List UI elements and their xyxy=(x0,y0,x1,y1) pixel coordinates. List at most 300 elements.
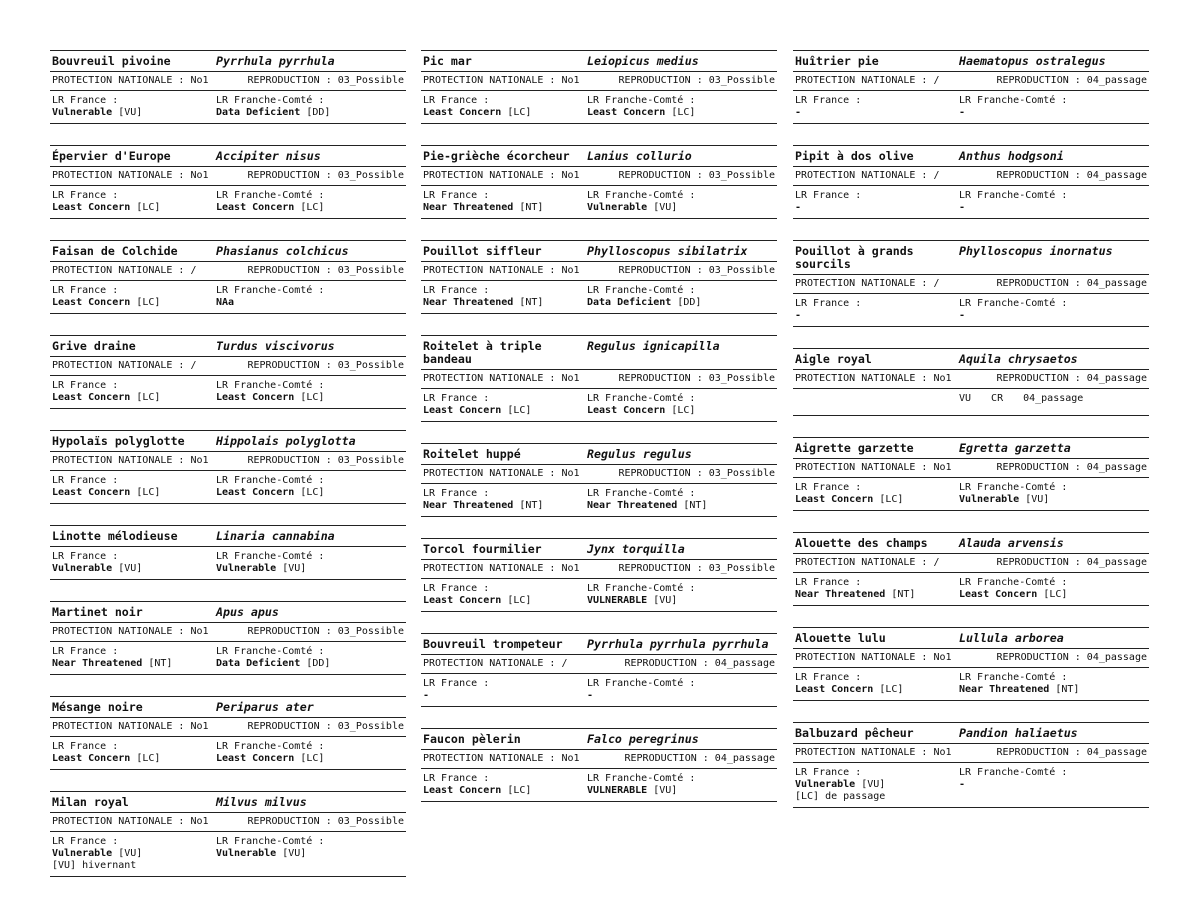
lr-france-status-text: - xyxy=(795,202,802,213)
lr-franche-comte xyxy=(216,475,404,499)
common-name: Pouillot siffleur xyxy=(423,244,542,258)
lr-fc-status xyxy=(959,107,965,118)
lr-france-status xyxy=(423,500,543,511)
reproduction-status: REPRODUCTION : 03_Possible xyxy=(247,360,404,371)
lr-france-code: [LC] xyxy=(507,595,532,606)
protection-status: PROTECTION NATIONALE : No1 xyxy=(423,373,580,384)
common-name: Hypolaïs polyglotte xyxy=(52,434,185,448)
lr-franche-comte xyxy=(216,551,404,575)
species-card xyxy=(421,633,777,707)
lr-france-status xyxy=(52,658,172,669)
lr-france xyxy=(795,95,959,119)
redlist-row xyxy=(421,186,777,218)
lr-fc-status-text: Least Concern xyxy=(959,589,1038,600)
common-name: Pic mar xyxy=(423,54,472,68)
lr-france-status xyxy=(52,392,160,403)
lr-france xyxy=(52,285,216,309)
lr-fc-code: [VU] xyxy=(282,563,307,574)
lr-france xyxy=(423,678,587,702)
species-card xyxy=(50,430,406,504)
lr-fc-status-text: Least Concern xyxy=(216,392,295,403)
species-header xyxy=(421,444,777,465)
status-row xyxy=(50,167,406,186)
lr-france-code: [NT] xyxy=(519,500,544,511)
status-row xyxy=(793,459,1149,478)
lr-fc-status-text: Data Deficient xyxy=(216,658,301,669)
status-row xyxy=(421,750,777,769)
lr-france xyxy=(795,767,959,803)
lr-fc-status xyxy=(216,202,324,213)
species-card xyxy=(793,627,1149,701)
lr-fc-status xyxy=(216,107,330,118)
common-name: Pie-grièche écorcheur xyxy=(423,149,570,163)
lr-france-code: [LC] xyxy=(136,297,161,308)
scientific-name: Lullula arborea xyxy=(959,631,1064,645)
lr-france-status-text: Near Threatened xyxy=(423,500,514,511)
lr-fc-status-text: - xyxy=(959,310,966,321)
lr-france xyxy=(52,836,216,872)
protection-status: PROTECTION NATIONALE : No1 xyxy=(52,455,209,466)
lr-france-status-text: Near Threatened xyxy=(423,297,514,308)
special-value: VU xyxy=(959,393,972,404)
lr-fc-status xyxy=(216,487,324,498)
lr-france-status xyxy=(795,310,801,321)
lr-france-code: [LC] xyxy=(507,785,532,796)
lr-franche-comte xyxy=(587,678,775,702)
lr-france xyxy=(795,672,959,696)
lr-fc-status xyxy=(587,405,695,416)
species-header xyxy=(793,349,1149,370)
species-card xyxy=(50,50,406,124)
lr-fc-code: [LC] xyxy=(671,107,696,118)
lr-fc-status xyxy=(959,779,965,790)
lr-france-status xyxy=(423,405,531,416)
protection-status: PROTECTION NATIONALE : / xyxy=(795,278,940,289)
scientific-name: Apus apus xyxy=(216,605,279,619)
redlist-row xyxy=(50,832,406,876)
species-header xyxy=(50,697,406,718)
species-card xyxy=(50,240,406,314)
species-header xyxy=(50,431,406,452)
lr-fc-status-text: Near Threatened xyxy=(959,684,1050,695)
lr-france-label: LR France : xyxy=(423,488,490,499)
common-name: Torcol fourmilier xyxy=(423,542,542,556)
lr-fc-label: LR Franche-Comté : xyxy=(216,190,325,201)
lr-france-label: LR France : xyxy=(423,190,490,201)
lr-france-code: [NT] xyxy=(891,589,916,600)
reproduction-status: REPRODUCTION : 04_passage xyxy=(996,75,1147,86)
lr-fc-label: LR Franche-Comté : xyxy=(216,285,325,296)
species-card xyxy=(50,145,406,219)
status-row xyxy=(50,813,406,832)
scientific-name: Lanius collurio xyxy=(587,149,692,163)
status-row xyxy=(50,262,406,281)
reproduction-status: REPRODUCTION : 03_Possible xyxy=(247,721,404,732)
lr-france xyxy=(423,773,587,797)
lr-fc-code: [VU] xyxy=(1025,494,1050,505)
redlist-row xyxy=(421,674,777,706)
lr-france-label: LR France : xyxy=(795,672,862,683)
lr-fc-status xyxy=(959,494,1049,505)
scientific-name: Leiopicus medius xyxy=(587,54,699,68)
redlist-row xyxy=(50,471,406,503)
lr-france-label: LR France : xyxy=(423,285,490,296)
lr-france-label: LR France : xyxy=(795,298,862,309)
species-header xyxy=(50,602,406,623)
scientific-name: Anthus hodgsoni xyxy=(959,149,1064,163)
lr-france-status-text: Vulnerable xyxy=(52,563,113,574)
lr-franche-comte xyxy=(216,285,404,309)
lr-fc-status xyxy=(587,500,707,511)
scientific-name: Regulus regulus xyxy=(587,447,692,461)
lr-fc-label: LR Franche-Comté : xyxy=(587,678,696,689)
scientific-name: Egretta garzetta xyxy=(959,441,1071,455)
scientific-name: Pyrrhula pyrrhula xyxy=(216,54,335,68)
lr-france xyxy=(423,393,587,417)
lr-franche-comte xyxy=(216,741,404,765)
redlist-row xyxy=(793,668,1149,700)
redlist-row xyxy=(50,547,406,579)
lr-france-label: LR France : xyxy=(52,475,119,486)
lr-fc-label: LR Franche-Comté : xyxy=(587,285,696,296)
species-header xyxy=(793,146,1149,167)
lr-fc-status-text: Vulnerable xyxy=(216,848,277,859)
scientific-name: Pyrrhula pyrrhula pyrrhula xyxy=(587,637,769,651)
lr-fc-code: [VU] xyxy=(653,785,678,796)
lr-franche-comte xyxy=(959,767,1147,803)
redlist-row xyxy=(793,91,1149,123)
lr-france-code: [VU] xyxy=(118,107,143,118)
lr-france-code: [LC] xyxy=(136,753,161,764)
species-card xyxy=(50,525,406,580)
lr-fc-status xyxy=(216,392,324,403)
lr-fc-label: LR Franche-Comté : xyxy=(959,767,1068,778)
lr-fc-status xyxy=(587,202,677,213)
lr-fc-status xyxy=(959,202,965,213)
lr-france xyxy=(795,298,959,322)
lr-france-label: LR France : xyxy=(795,190,862,201)
common-name: Aigrette garzette xyxy=(795,441,914,455)
lr-france-status-text: Least Concern xyxy=(795,684,874,695)
lr-france-label: LR France : xyxy=(795,767,862,778)
scientific-name: Phylloscopus inornatus xyxy=(959,244,1113,258)
redlist-row xyxy=(421,579,777,611)
lr-france-label: LR France : xyxy=(795,577,862,588)
protection-status: PROTECTION NATIONALE : No1 xyxy=(423,170,580,181)
lr-france-status-text: Near Threatened xyxy=(795,589,886,600)
lr-fc-label: LR Franche-Comté : xyxy=(587,393,696,404)
lr-france xyxy=(423,583,587,607)
lr-franche-comte xyxy=(587,95,775,119)
species-header xyxy=(50,51,406,72)
lr-fc-status xyxy=(216,297,234,308)
scientific-name: Jynx torquilla xyxy=(587,542,685,556)
lr-france-code: [VU] xyxy=(118,848,143,859)
lr-fc-status-text: Least Concern xyxy=(216,753,295,764)
lr-fc-code: [LC] xyxy=(1043,589,1068,600)
species-header xyxy=(421,146,777,167)
lr-france xyxy=(52,646,216,670)
lr-fc-status-text: Data Deficient xyxy=(216,107,301,118)
lr-franche-comte xyxy=(216,646,404,670)
protection-status: PROTECTION NATIONALE : No1 xyxy=(52,170,209,181)
lr-franche-comte xyxy=(959,298,1147,322)
species-card xyxy=(421,145,777,219)
scientific-name: Milvus milvus xyxy=(216,795,307,809)
protection-status: PROTECTION NATIONALE : No1 xyxy=(52,626,209,637)
species-header xyxy=(50,241,406,262)
lr-france xyxy=(423,190,587,214)
species-card xyxy=(793,348,1149,416)
lr-france-status xyxy=(795,684,903,695)
lr-france-status-text: - xyxy=(795,310,802,321)
lr-france-status xyxy=(423,690,429,701)
lr-france-code: [NT] xyxy=(148,658,173,669)
lr-france-label: LR France : xyxy=(52,190,119,201)
species-header xyxy=(793,241,1149,275)
common-name: Roitelet à triple bandeau xyxy=(423,339,542,366)
protection-status: PROTECTION NATIONALE : No1 xyxy=(795,652,952,663)
lr-france-extra: [LC] de passage xyxy=(795,791,886,802)
lr-franche-comte xyxy=(959,190,1147,214)
reproduction-status: REPRODUCTION : 04_passage xyxy=(996,170,1147,181)
lr-france xyxy=(423,488,587,512)
lr-france-label: LR France : xyxy=(795,482,862,493)
lr-fc-status-text: Least Concern xyxy=(216,202,295,213)
lr-fc-label: LR Franche-Comté : xyxy=(959,482,1068,493)
common-name: Alouette des champs xyxy=(795,536,928,550)
lr-franche-comte xyxy=(587,583,775,607)
lr-fc-status xyxy=(587,595,677,606)
species-card xyxy=(793,145,1149,219)
lr-france-status xyxy=(52,563,142,574)
common-name: Balbuzard pêcheur xyxy=(795,726,914,740)
scientific-name: Aquila chrysaetos xyxy=(959,352,1078,366)
status-row xyxy=(50,718,406,737)
redlist-row xyxy=(50,91,406,123)
status-row xyxy=(793,167,1149,186)
species-header xyxy=(421,51,777,72)
lr-fc-label: LR Franche-Comté : xyxy=(587,583,696,594)
lr-france-status xyxy=(52,107,142,118)
redlist-row xyxy=(50,642,406,674)
common-name: Faucon pèlerin xyxy=(423,732,521,746)
lr-franche-comte xyxy=(587,773,775,797)
species-card xyxy=(50,601,406,675)
species-header xyxy=(793,723,1149,744)
lr-france-code: [VU] xyxy=(861,779,886,790)
lr-fc-status-text: Vulnerable xyxy=(216,563,277,574)
reproduction-status: REPRODUCTION : 03_Possible xyxy=(618,75,775,86)
redlist-row xyxy=(421,281,777,313)
lr-fc-status-text: - xyxy=(959,779,966,790)
species-header xyxy=(421,634,777,655)
lr-france-status-text: Least Concern xyxy=(423,785,502,796)
common-name: Bouvreuil trompeteur xyxy=(423,637,563,651)
lr-france xyxy=(795,190,959,214)
redlist-row xyxy=(421,769,777,801)
lr-france xyxy=(423,95,587,119)
lr-france-status-text: Near Threatened xyxy=(52,658,143,669)
lr-fc-code: [DD] xyxy=(306,658,331,669)
status-row xyxy=(50,72,406,91)
lr-france xyxy=(423,285,587,309)
lr-fc-code: [LC] xyxy=(300,487,325,498)
scientific-name: Phylloscopus sibilatrix xyxy=(587,244,748,258)
species-card xyxy=(793,722,1149,808)
reproduction-status: REPRODUCTION : 04_passage xyxy=(996,747,1147,758)
special-value: CR xyxy=(991,393,1004,404)
species-card xyxy=(50,335,406,409)
reproduction-status: REPRODUCTION : 04_passage xyxy=(624,753,775,764)
species-card xyxy=(421,538,777,612)
special-values xyxy=(795,393,1103,411)
status-row xyxy=(793,275,1149,294)
lr-france-status xyxy=(795,494,903,505)
species-header xyxy=(421,336,777,370)
lr-franche-comte xyxy=(959,577,1147,601)
redlist-row xyxy=(50,186,406,218)
scientific-name: Alauda arvensis xyxy=(959,536,1064,550)
scientific-name: Haematopus ostralegus xyxy=(959,54,1106,68)
lr-fc-label: LR Franche-Comté : xyxy=(587,95,696,106)
common-name: Bouvreuil pivoine xyxy=(52,54,171,68)
lr-france xyxy=(52,380,216,404)
protection-status: PROTECTION NATIONALE : No1 xyxy=(52,721,209,732)
lr-france-code: [LC] xyxy=(879,494,904,505)
species-card xyxy=(421,728,777,802)
lr-france xyxy=(795,482,959,506)
common-name: Huîtrier pie xyxy=(795,54,879,68)
lr-france-label: LR France : xyxy=(52,285,119,296)
lr-fc-status xyxy=(587,107,695,118)
lr-france-code: [LC] xyxy=(879,684,904,695)
lr-france xyxy=(52,95,216,119)
lr-fc-label: LR Franche-Comté : xyxy=(959,190,1068,201)
lr-fc-code: [DD] xyxy=(677,297,702,308)
protection-status: PROTECTION NATIONALE : No1 xyxy=(423,265,580,276)
scientific-name: Linaria cannabina xyxy=(216,529,335,543)
lr-fc-status-text: - xyxy=(959,107,966,118)
lr-france-status xyxy=(795,202,801,213)
species-header xyxy=(793,51,1149,72)
scientific-name: Phasianus colchicus xyxy=(216,244,349,258)
lr-france xyxy=(52,475,216,499)
redlist-row xyxy=(421,389,777,421)
lr-france-status-text: Least Concern xyxy=(423,595,502,606)
reproduction-status: REPRODUCTION : 03_Possible xyxy=(247,265,404,276)
common-name: Épervier d'Europe xyxy=(52,149,171,163)
lr-france-label: LR France : xyxy=(423,583,490,594)
lr-france-status-text: Least Concern xyxy=(52,392,131,403)
lr-fc-status-text: Vulnerable xyxy=(959,494,1020,505)
lr-franche-comte xyxy=(959,482,1147,506)
lr-fc-status-text: Vulnerable xyxy=(587,202,648,213)
lr-france-label: LR France : xyxy=(423,95,490,106)
lr-france-code: [NT] xyxy=(519,297,544,308)
lr-france-label: LR France : xyxy=(52,95,119,106)
special-value: 04_passage xyxy=(1023,393,1084,404)
lr-fc-label: LR Franche-Comté : xyxy=(216,741,325,752)
common-name: Linotte mélodieuse xyxy=(52,529,178,543)
reproduction-status: REPRODUCTION : 03_Possible xyxy=(618,373,775,384)
redlist-row xyxy=(793,763,1149,807)
redlist-row xyxy=(793,186,1149,218)
lr-france-extra: [VU] hivernant xyxy=(52,860,137,871)
redlist-row xyxy=(421,91,777,123)
protection-status: PROTECTION NATIONALE : No1 xyxy=(795,747,952,758)
lr-fc-code: [VU] xyxy=(653,202,678,213)
species-header xyxy=(421,539,777,560)
species-card xyxy=(421,50,777,124)
scientific-name: Pandion haliaetus xyxy=(959,726,1078,740)
lr-fc-status xyxy=(587,785,677,796)
species-header xyxy=(50,792,406,813)
protection-status: PROTECTION NATIONALE : / xyxy=(52,265,197,276)
species-header xyxy=(793,628,1149,649)
reproduction-status: REPRODUCTION : 04_passage xyxy=(996,278,1147,289)
status-row xyxy=(421,167,777,186)
lr-fc-status xyxy=(216,848,306,859)
lr-france-status-text: Vulnerable xyxy=(795,779,856,790)
lr-france-label: LR France : xyxy=(52,836,119,847)
species-card xyxy=(50,791,406,877)
status-row xyxy=(793,72,1149,91)
redlist-row xyxy=(50,281,406,313)
lr-fc-status xyxy=(959,310,965,321)
reproduction-status: REPRODUCTION : 03_Possible xyxy=(247,170,404,181)
species-column-3 xyxy=(793,50,1149,829)
lr-france-label: LR France : xyxy=(52,646,119,657)
common-name: Aigle royal xyxy=(795,352,872,366)
status-row xyxy=(793,554,1149,573)
lr-fc-status-text: VULNERABLE xyxy=(587,785,648,796)
reproduction-status: REPRODUCTION : 04_passage xyxy=(996,373,1147,384)
lr-fc-status xyxy=(587,297,701,308)
status-row xyxy=(793,370,1149,389)
lr-france-status xyxy=(423,595,531,606)
lr-france-status-text: Vulnerable xyxy=(52,848,113,859)
lr-fc-status xyxy=(216,658,330,669)
lr-franche-comte xyxy=(587,393,775,417)
protection-status: PROTECTION NATIONALE : No1 xyxy=(423,753,580,764)
lr-fc-status-text: Least Concern xyxy=(587,107,666,118)
scientific-name: Regulus ignicapilla xyxy=(587,339,720,353)
lr-franche-comte xyxy=(216,190,404,214)
reproduction-status: REPRODUCTION : 03_Possible xyxy=(618,468,775,479)
lr-france-status-text: - xyxy=(795,107,802,118)
lr-franche-comte xyxy=(959,672,1147,696)
lr-fc-label: LR Franche-Comté : xyxy=(587,190,696,201)
protection-status: PROTECTION NATIONALE : / xyxy=(795,557,940,568)
lr-fc-status xyxy=(959,589,1067,600)
lr-fc-status xyxy=(216,753,324,764)
lr-france-status-text: Least Concern xyxy=(52,202,131,213)
lr-fc-label: LR Franche-Comté : xyxy=(216,836,325,847)
lr-fc-label: LR Franche-Comté : xyxy=(959,672,1068,683)
lr-fc-code: [LC] xyxy=(300,202,325,213)
status-row xyxy=(421,370,777,389)
reproduction-status: REPRODUCTION : 03_Possible xyxy=(618,170,775,181)
status-row xyxy=(50,623,406,642)
species-column-1 xyxy=(50,50,406,898)
lr-fc-label: LR Franche-Comté : xyxy=(959,577,1068,588)
common-name: Martinet noir xyxy=(52,605,143,619)
lr-france-status xyxy=(423,107,531,118)
common-name: Pouillot à grands sourcils xyxy=(795,244,914,271)
lr-fc-status-text: VULNERABLE xyxy=(587,595,648,606)
lr-france-status-text: Least Concern xyxy=(52,487,131,498)
